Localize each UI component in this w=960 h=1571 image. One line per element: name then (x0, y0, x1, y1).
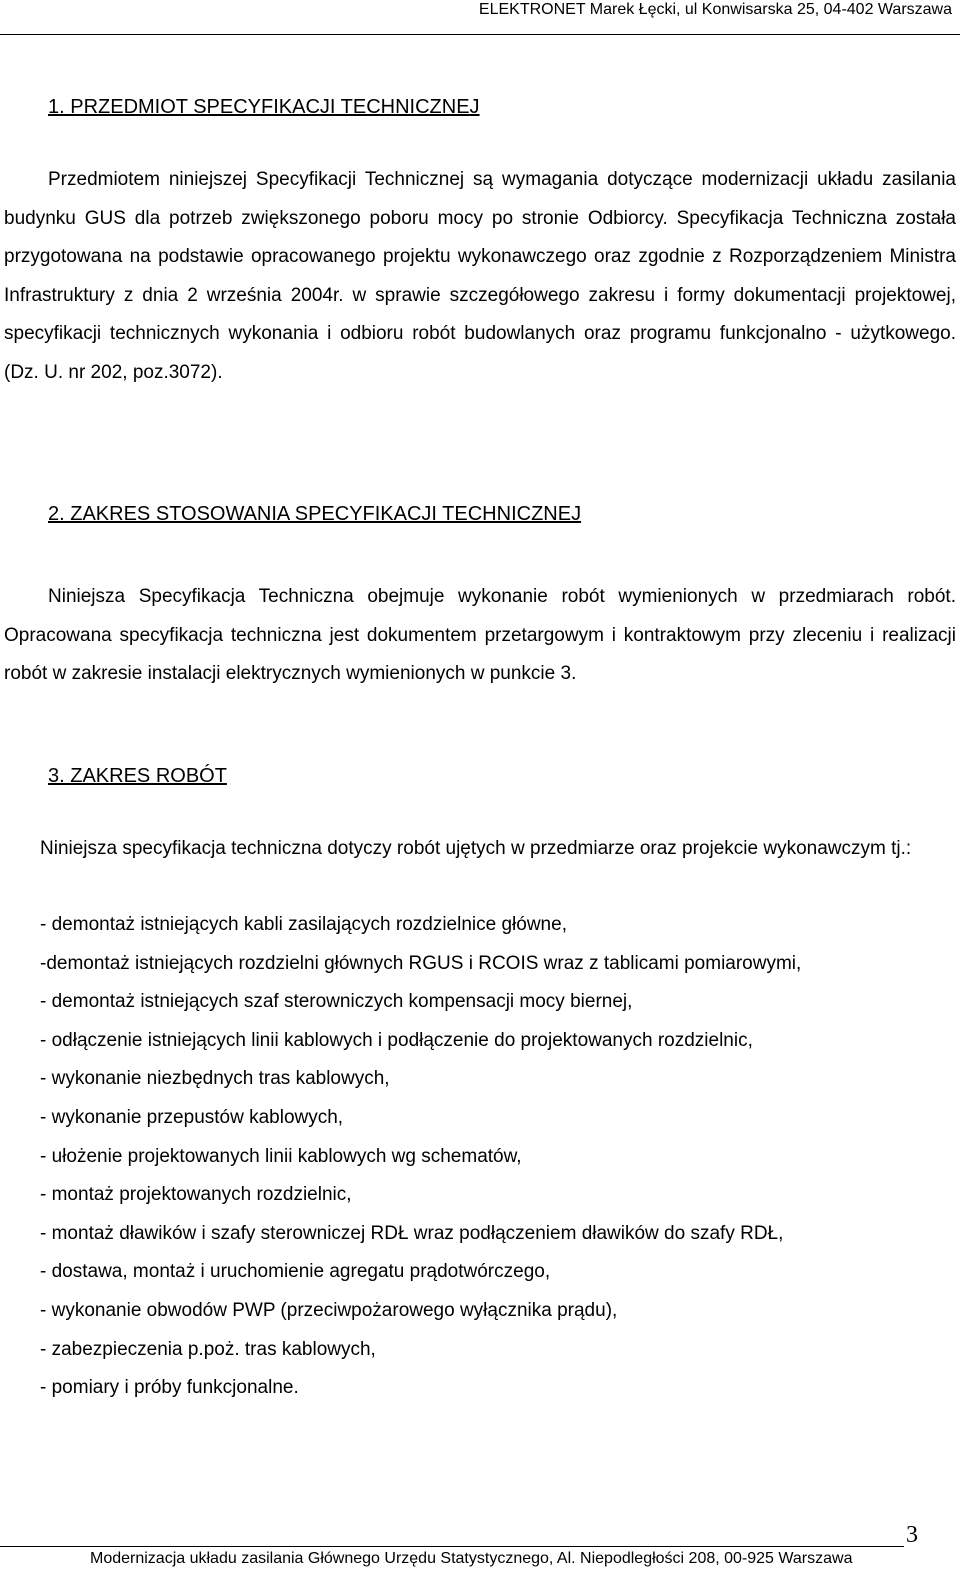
list-item: - demontaż istniejących kabli zasilających rozdzielnice główne, (40, 914, 567, 935)
section-2-title: 2. ZAKRES STOSOWANIA SPECYFIKACJI TECHNICZNEJ (48, 503, 582, 525)
footer-text: Modernizacja układu zasilania Głównego Urzędu Statystycznego, Al. Niepodległości 208, 00-925 Warszawa (90, 1550, 853, 1567)
header-text: ELEKTRONET Marek Łęcki, ul Konwisarska 25, 04-402 Warszawa (478, 1, 952, 18)
scope-list (40, 906, 801, 1408)
section-1-paragraph: Przedmiotem niniejszej Specyfikacji Technicznej są wymagania dotyczące modernizacji układu zasilania budynku GUS dla potrzeb zwiększonego poboru mocy po stronie Odbiorcy. Specyfikacja Techniczna została przygotowana na podstawie opracowanego projektu wykonawczego oraz zgodnie z Rozporządzeniem Ministra Infrastruktury z dnia 2 września 2004r. w sprawie szczegółowego zakresu i formy dokumentacji projektowej, specyfikacji technicznych wykonania i odbioru robót budowlanych oraz programu funkcjonalno - użytkowego. (Dz. U. nr 202, poz.3072). (4, 169, 956, 383)
list-item: - montaż dławików i szafy sterowniczej RDŁ wraz podłączeniem dławików do szafy RDŁ, (40, 1222, 784, 1244)
page-footer (0, 1520, 960, 1571)
list-item: - dostawa, montaż i uruchomienie agregatu prądotwórczego, (40, 1261, 551, 1283)
list-item: - zabezpieczenia p.poż. tras kablowych, (40, 1338, 376, 1360)
list-item: - wykonanie niezbędnych tras kablowych, (40, 1068, 390, 1090)
list-item: - demontaż istniejących szaf sterowniczych kompensacji mocy biernej, (40, 991, 633, 1013)
list-item: - ułożenie projektowanych linii kablowych wg schematów, (40, 1145, 522, 1167)
list-item: - wykonanie obwodów PWP (przeciwpożarowego wyłącznika prądu), (40, 1299, 618, 1321)
list-item: - wykonanie przepustów kablowych, (40, 1106, 344, 1128)
section-3-paragraph: Niniejsza specyfikacja techniczna dotyczy robót ujętych w przedmiarze oraz projekcie wykonawczym tj.: (40, 838, 912, 859)
list-item: - odłączenie istniejących linii kablowych i podłączenie do projektowanych rozdzielnic, (40, 1029, 753, 1051)
section-3-title: 3. ZAKRES ROBÓT (48, 765, 227, 787)
section-1-title: 1. PRZEDMIOT SPECYFIKACJI TECHNICZNEJ (48, 96, 480, 118)
footer-rule (0, 1546, 904, 1547)
list-item: -demontaż istniejących rozdzielni głównych RGUS i RCOIS wraz z tablicami pomiarowymi, (40, 952, 802, 974)
list-item: - pomiary i próby funkcjonalne. (40, 1377, 299, 1399)
list-item: - montaż projektowanych rozdzielnic, (40, 1184, 352, 1206)
page-number: 3 (906, 1522, 918, 1548)
header-rule (0, 34, 960, 35)
page-header (0, 0, 960, 22)
section-2-paragraph: Niniejsza Specyfikacja Techniczna obejmuje wykonanie robót wymienionych w przedmiarach robót. Opracowana specyfikacja techniczna jest dokumentem przetargowym i kontraktowym przy zleceniu i realizacji robót w zakresie instalacji elektrycznych wymienionych w punkcie 3. (4, 586, 956, 684)
